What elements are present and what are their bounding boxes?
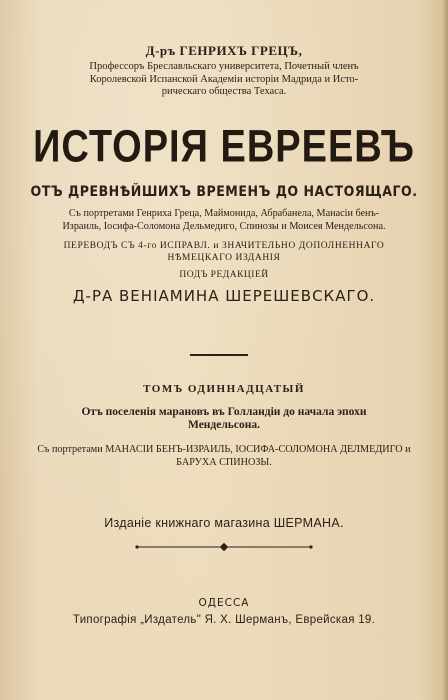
contents-line: Мендельсона. (188, 419, 260, 431)
portraits-line: Съ портретами Генриха Греца, Маймонида, Абрабанела, Манасіи бенъ- (68, 208, 380, 219)
book-title: ИСТОРІЯ ЕВРЕЕВЪ (33, 122, 415, 173)
affiliation-line: Королевской Испанской Академіи исторіи Мадрида и Исто- (89, 73, 359, 85)
publication-city: ОДЕССА (198, 597, 250, 609)
volume-number: ТОМЪ ОДИННАДЦАТЫЙ (143, 383, 305, 395)
divider-rule (190, 354, 248, 356)
page-edge-shadow (442, 0, 448, 700)
affiliation-line: Профессоръ Бреславльскаго университета, Почетный членъ (89, 61, 359, 72)
editor-name: Д-РА ВЕНІАМИНА ШЕРЕШЕВСКАГО. (72, 287, 376, 305)
author-affiliation (0, 61, 448, 99)
portraits-note (0, 207, 448, 233)
publisher-line: Изданіе книжнаго магазина ШЕРМАНА. (104, 516, 344, 530)
contents-line: Отъ поселенія марановъ въ Голландіи до начала эпохи (81, 406, 367, 418)
translation-line: НѢМЕЦКАГО ИЗДАНІЯ (167, 253, 281, 263)
volume-contents (0, 406, 448, 432)
author-name: Д-ръ ГЕНРИХЪ ГРЕЦЪ, (145, 43, 303, 58)
volume-portraits-line: Съ портретами МАНАСІИ БЕНЪ-ИЗРАИЛЬ, ІОСИФА-СОЛОМОНА ДЕЛМЕДИГО и (37, 444, 411, 455)
portraits-line: Израиль, Іосифа-Соломона Дельмедиго, Спинозы и Моисея Мендельсона. (62, 221, 386, 232)
translation-note (0, 240, 448, 264)
volume-portraits-line: БАРУХА СПИНОЗЫ. (176, 456, 272, 468)
volume-portraits-note (0, 444, 448, 469)
translation-line: ПЕРЕВОДЪ СЪ 4-го ИСПРАВЛ. и ЗНАЧИТЕЛЬНО ДОПОЛНЕННАГО (63, 241, 385, 251)
affiliation-line: рическаго общества Техаса. (161, 86, 287, 97)
ornament-rule (135, 542, 313, 552)
printer-line: Типографія „Издатель" Я. Х. Шерманъ, Еврейская 19. (72, 614, 376, 626)
book-subtitle: ОТЪ ДРЕВНѢЙШИХЪ ВРЕМЕНЪ ДО НАСТОЯЩАГО. (30, 184, 418, 200)
editor-lead: ПОДЪ РЕДАКЦІЕЙ (179, 270, 269, 280)
